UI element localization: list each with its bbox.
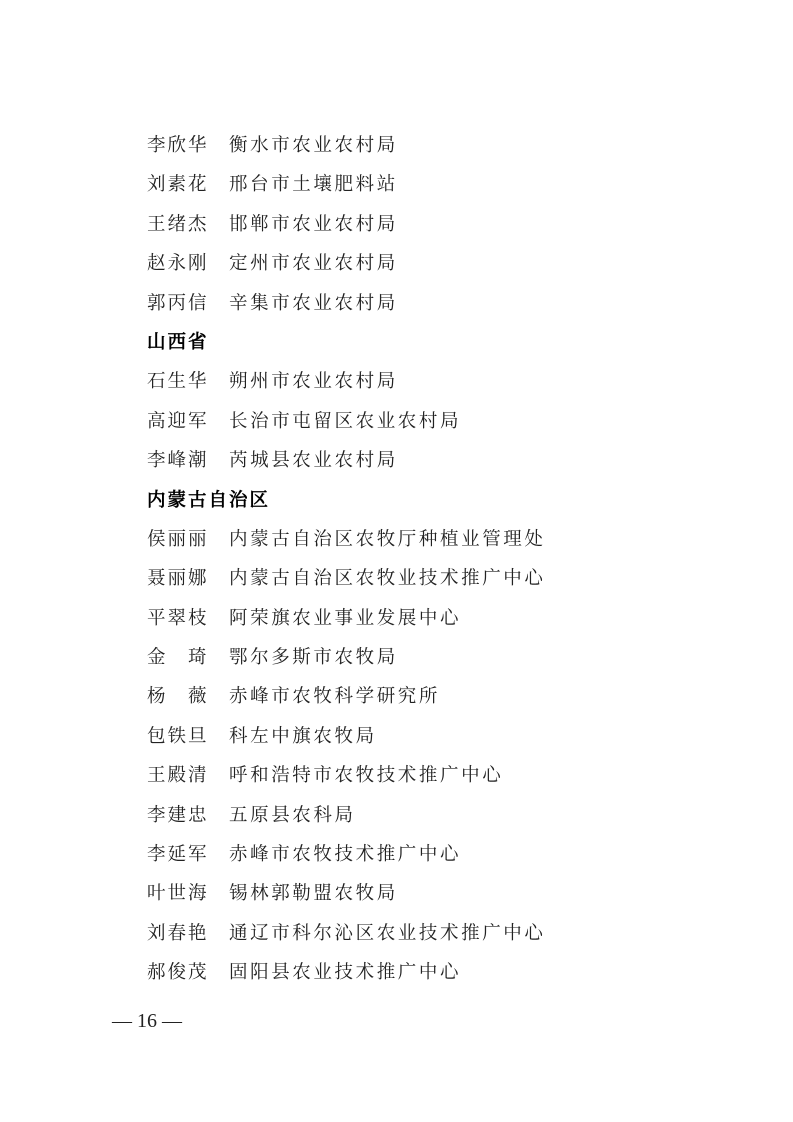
list-item xyxy=(147,638,747,677)
organization-name: 鄂尔多斯市农牧局 xyxy=(229,647,398,669)
province-heading: 山西省 xyxy=(147,331,209,353)
person-name: 石生华 xyxy=(147,371,209,393)
list-item xyxy=(147,244,747,283)
person-name: 平翠枝 xyxy=(147,607,209,629)
organization-name: 邯郸市农业农村局 xyxy=(229,213,398,235)
person-name: 李建忠 xyxy=(147,804,209,826)
list-item xyxy=(147,677,747,716)
organization-name: 朔州市农业农村局 xyxy=(229,371,398,393)
organization-name: 衡水市农业农村局 xyxy=(229,135,398,156)
list-item xyxy=(147,599,747,638)
person-name: 刘素花 xyxy=(147,174,209,196)
page-number: — 16 — xyxy=(112,1010,182,1032)
organization-name: 赤峰市农牧科学研究所 xyxy=(229,686,441,708)
person-name: 郝俊茂 xyxy=(147,962,209,984)
person-name: 刘春艳 xyxy=(147,922,209,944)
person-name: 王绪杰 xyxy=(147,213,209,235)
person-name: 高迎军 xyxy=(147,410,209,432)
organization-name: 邢台市土壤肥料站 xyxy=(229,174,398,196)
person-name: 郭丙信 xyxy=(147,292,209,314)
list-item xyxy=(147,205,747,244)
list-item xyxy=(147,874,747,913)
organization-name: 长治市屯留区农业农村局 xyxy=(229,410,462,432)
list-item xyxy=(147,835,747,874)
person-name: 李欣华 xyxy=(147,135,209,156)
organization-name: 内蒙古自治区农牧业技术推广中心 xyxy=(229,568,546,590)
person-name: 金 琦 xyxy=(147,647,209,669)
person-name: 包铁旦 xyxy=(147,725,209,747)
organization-name: 芮城县农业农村局 xyxy=(229,450,398,472)
member-list xyxy=(147,126,747,993)
organization-name: 通辽市科尔沁区农业技术推广中心 xyxy=(229,922,546,944)
organization-name: 锡林郭勒盟农牧局 xyxy=(229,883,398,905)
list-item xyxy=(147,559,747,598)
list-item xyxy=(147,953,747,992)
organization-name: 阿荣旗农业事业发展中心 xyxy=(229,607,462,629)
list-item xyxy=(147,756,747,795)
person-name: 赵永刚 xyxy=(147,253,209,275)
person-name: 聂丽娜 xyxy=(147,568,209,590)
organization-name: 五原县农科局 xyxy=(229,804,356,826)
organization-name: 内蒙古自治区农牧厅种植业管理处 xyxy=(229,528,546,550)
person-name: 王殿清 xyxy=(147,765,209,787)
organization-name: 科左中旗农牧局 xyxy=(229,725,377,747)
list-item xyxy=(147,402,747,441)
organization-name: 呼和浩特市农牧技术推广中心 xyxy=(229,765,504,787)
list-item xyxy=(147,362,747,401)
list-item xyxy=(147,914,747,953)
list-item xyxy=(147,284,747,323)
list-item xyxy=(147,796,747,835)
list-item xyxy=(147,441,747,480)
organization-name: 辛集市农业农村局 xyxy=(229,292,398,314)
organization-name: 赤峰市农牧技术推广中心 xyxy=(229,844,462,866)
province-heading: 内蒙古自治区 xyxy=(147,489,271,511)
list-item xyxy=(147,165,747,204)
person-name: 李延军 xyxy=(147,844,209,866)
organization-name: 固阳县农业技术推广中心 xyxy=(229,962,462,984)
list-item xyxy=(147,520,747,559)
list-item xyxy=(147,717,747,756)
person-name: 叶世海 xyxy=(147,883,209,905)
list-item xyxy=(147,126,747,165)
person-name: 李峰潮 xyxy=(147,450,209,472)
person-name: 杨 薇 xyxy=(147,686,209,708)
organization-name: 定州市农业农村局 xyxy=(229,253,398,275)
person-name: 侯丽丽 xyxy=(147,528,209,550)
